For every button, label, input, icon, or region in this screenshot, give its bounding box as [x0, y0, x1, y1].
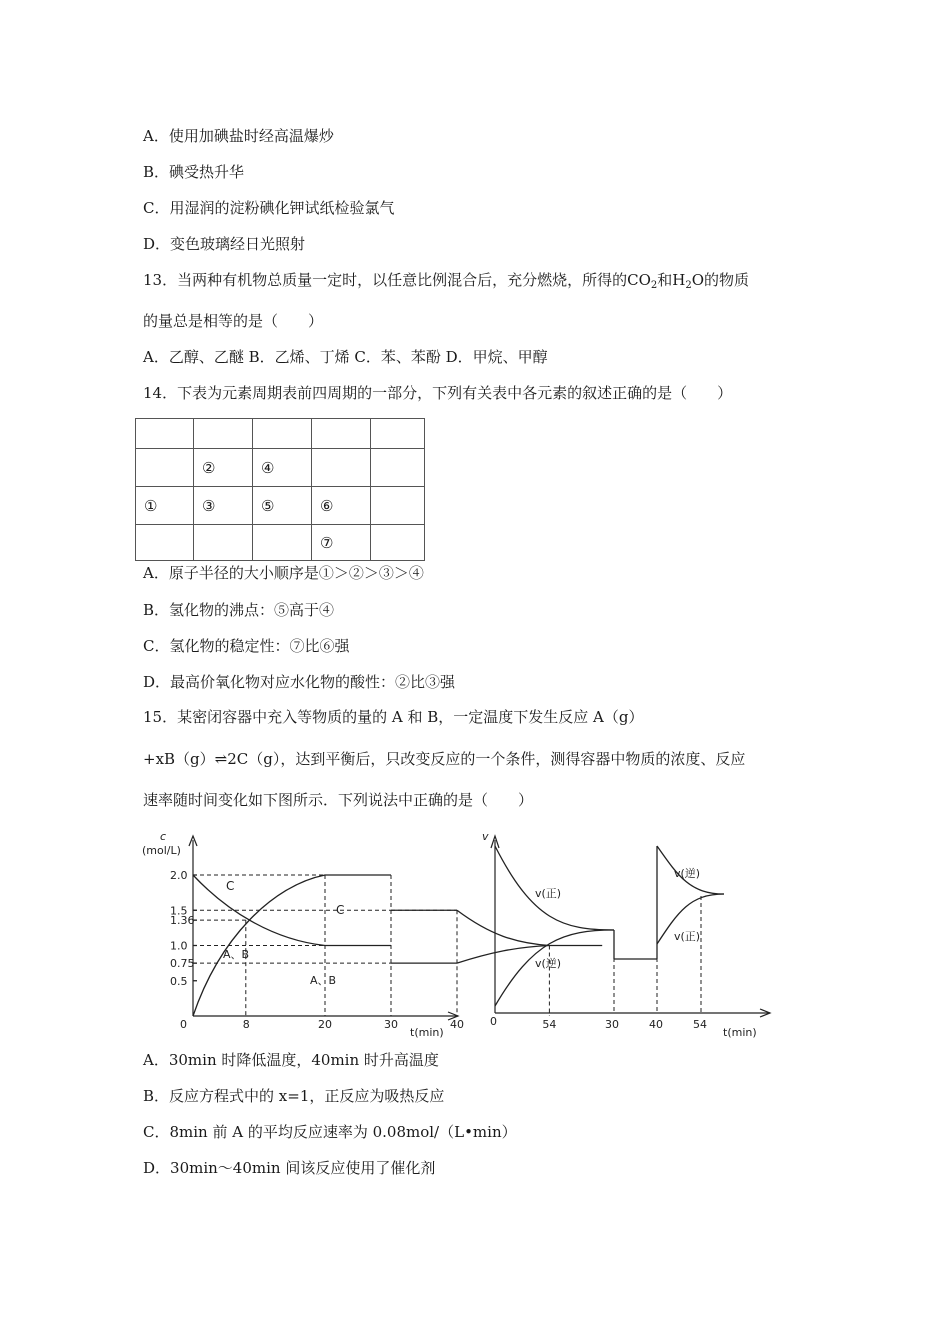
c2-label-v-reverse-1: v(逆)	[535, 957, 562, 970]
c1-y-tick-label: 0.75	[170, 957, 195, 971]
q15-option-c: C．8min 前 A 的平均反应速率为 0.08mol/（L•min）	[143, 1123, 517, 1141]
q15-option-a: A．30min 时降低温度，40min 时升高温度	[143, 1051, 439, 1069]
c1-y-tick-label: 1.0	[170, 939, 188, 953]
q14-option-c: C．氢化物的稳定性：⑦比⑥强	[143, 637, 350, 655]
q14-option-a: A．原子半径的大小顺序是①＞②＞③＞④	[143, 564, 424, 582]
q14-option-d: D．最高价氧化物对应水化物的酸性：②比③强	[143, 673, 456, 691]
c1-x-tick-label: 8	[242, 1018, 250, 1031]
c2-x-tick-40: 40	[649, 1018, 663, 1031]
q14-option-b: B．氢化物的沸点：⑤高于④	[143, 601, 335, 619]
table-cell: ⑤	[253, 487, 312, 525]
c1-x-tick-label: 30	[384, 1018, 398, 1031]
table-cell	[253, 419, 312, 449]
c2-x-label: t(min)	[723, 1026, 757, 1039]
q15-stem-line2: +xB（g）⇌2C（g），达到平衡后，只改变反应的一个条件，测得容器中物质的浓度、反应	[143, 750, 746, 768]
periodic-table-fragment	[135, 418, 425, 561]
table-cell: ①	[136, 487, 194, 525]
table-cell: ③	[194, 487, 253, 525]
co2-formula: $CO_2$	[627, 271, 658, 291]
c1-x-label: t(min)	[410, 1026, 444, 1039]
c1-series-label-ab2: A、B	[310, 974, 337, 987]
c1-y-tick-label: 1.36	[170, 914, 195, 928]
q15-stem-line1: 15．某密闭容器中充入等物质的量的 A 和 B，一定温度下发生反应 A（g）	[143, 708, 644, 726]
q12-option-d: D．变色玻璃经日光照射	[143, 235, 306, 253]
q13-stem-post: 的物质	[704, 271, 750, 289]
table-cell	[312, 449, 371, 487]
table-cell	[371, 449, 425, 487]
c2-label-v-forward-1: v(正)	[535, 887, 562, 900]
q13-and: 和	[657, 271, 673, 289]
c1-x-tick-label: 20	[318, 1018, 332, 1031]
h2o-formula: $H_2O$	[672, 271, 705, 291]
q13-stem-pre: 13．当两种有机物总质量一定时，以任意比例混合后，充分燃烧，所得的	[143, 271, 628, 289]
table-cell: ④	[253, 449, 312, 487]
q15-option-b: B．反应方程式中的 x=1，正反应为吸热反应	[143, 1087, 445, 1105]
c1-x-tick-label: 40	[450, 1018, 464, 1031]
c1-origin: 0	[180, 1018, 187, 1031]
c2-label-v-reverse-2: v(逆)	[674, 867, 701, 880]
table-cell	[371, 487, 425, 525]
table-cell	[136, 419, 194, 449]
q13-stem-line2: 的量总是相等的是（ ）	[143, 312, 324, 330]
q15-option-d: D．30min～40min 间该反应使用了催化剂	[143, 1159, 436, 1177]
table-cell: ⑦	[312, 525, 371, 561]
c1-series-label-ab1: A、B	[223, 948, 250, 961]
c1-y-tick-label: 2.0	[170, 869, 188, 882]
table-cell: ⑥	[312, 487, 371, 525]
c1-series-label-c1: C	[226, 879, 235, 893]
c1-y-tick-label: 0.5	[170, 974, 188, 988]
q12-option-c: C．用湿润的淀粉碘化钾试纸检验氯气	[143, 199, 395, 217]
c1-x-tick-label: 54	[542, 1018, 557, 1031]
q12-option-a: A．使用加碘盐时经高温爆炒	[143, 127, 334, 145]
table-cell	[253, 525, 312, 561]
q13-options: A．乙醇、乙醚 B．乙烯、丁烯 C．苯、苯酚 D．甲烷、甲醇	[143, 348, 548, 366]
rate-time-chart	[478, 826, 778, 1042]
table-cell	[371, 525, 425, 561]
c1-y-unit: (mol/L)	[142, 844, 181, 857]
q15-stem-line3: 速率随时间变化如下图所示．下列说法中正确的是（ ）	[143, 791, 534, 809]
c2-x-tick-54: 54	[693, 1018, 707, 1031]
c2-origin: 0	[490, 1015, 497, 1028]
table-cell	[136, 525, 194, 561]
table-cell	[194, 525, 253, 561]
c2-y-label: v	[482, 830, 489, 843]
table-cell	[194, 419, 253, 449]
c2-label-v-forward-2: v(正)	[674, 930, 701, 943]
q13-stem-line1	[143, 270, 749, 290]
table-cell: ②	[194, 449, 253, 487]
q12-option-b: B．碘受热升华	[143, 163, 245, 181]
c1-y-label: c	[160, 830, 167, 843]
c2-x-tick-30: 30	[605, 1018, 619, 1031]
q14-stem: 14．下表为元素周期表前四周期的一部分，下列有关表中各元素的叙述正确的是（ ）	[143, 384, 733, 402]
c1-y-tick-label: 1.5	[170, 904, 188, 918]
table-cell	[371, 419, 425, 449]
c1-series-label-c2: C	[336, 903, 345, 917]
table-cell	[136, 449, 194, 487]
table-cell	[312, 419, 371, 449]
